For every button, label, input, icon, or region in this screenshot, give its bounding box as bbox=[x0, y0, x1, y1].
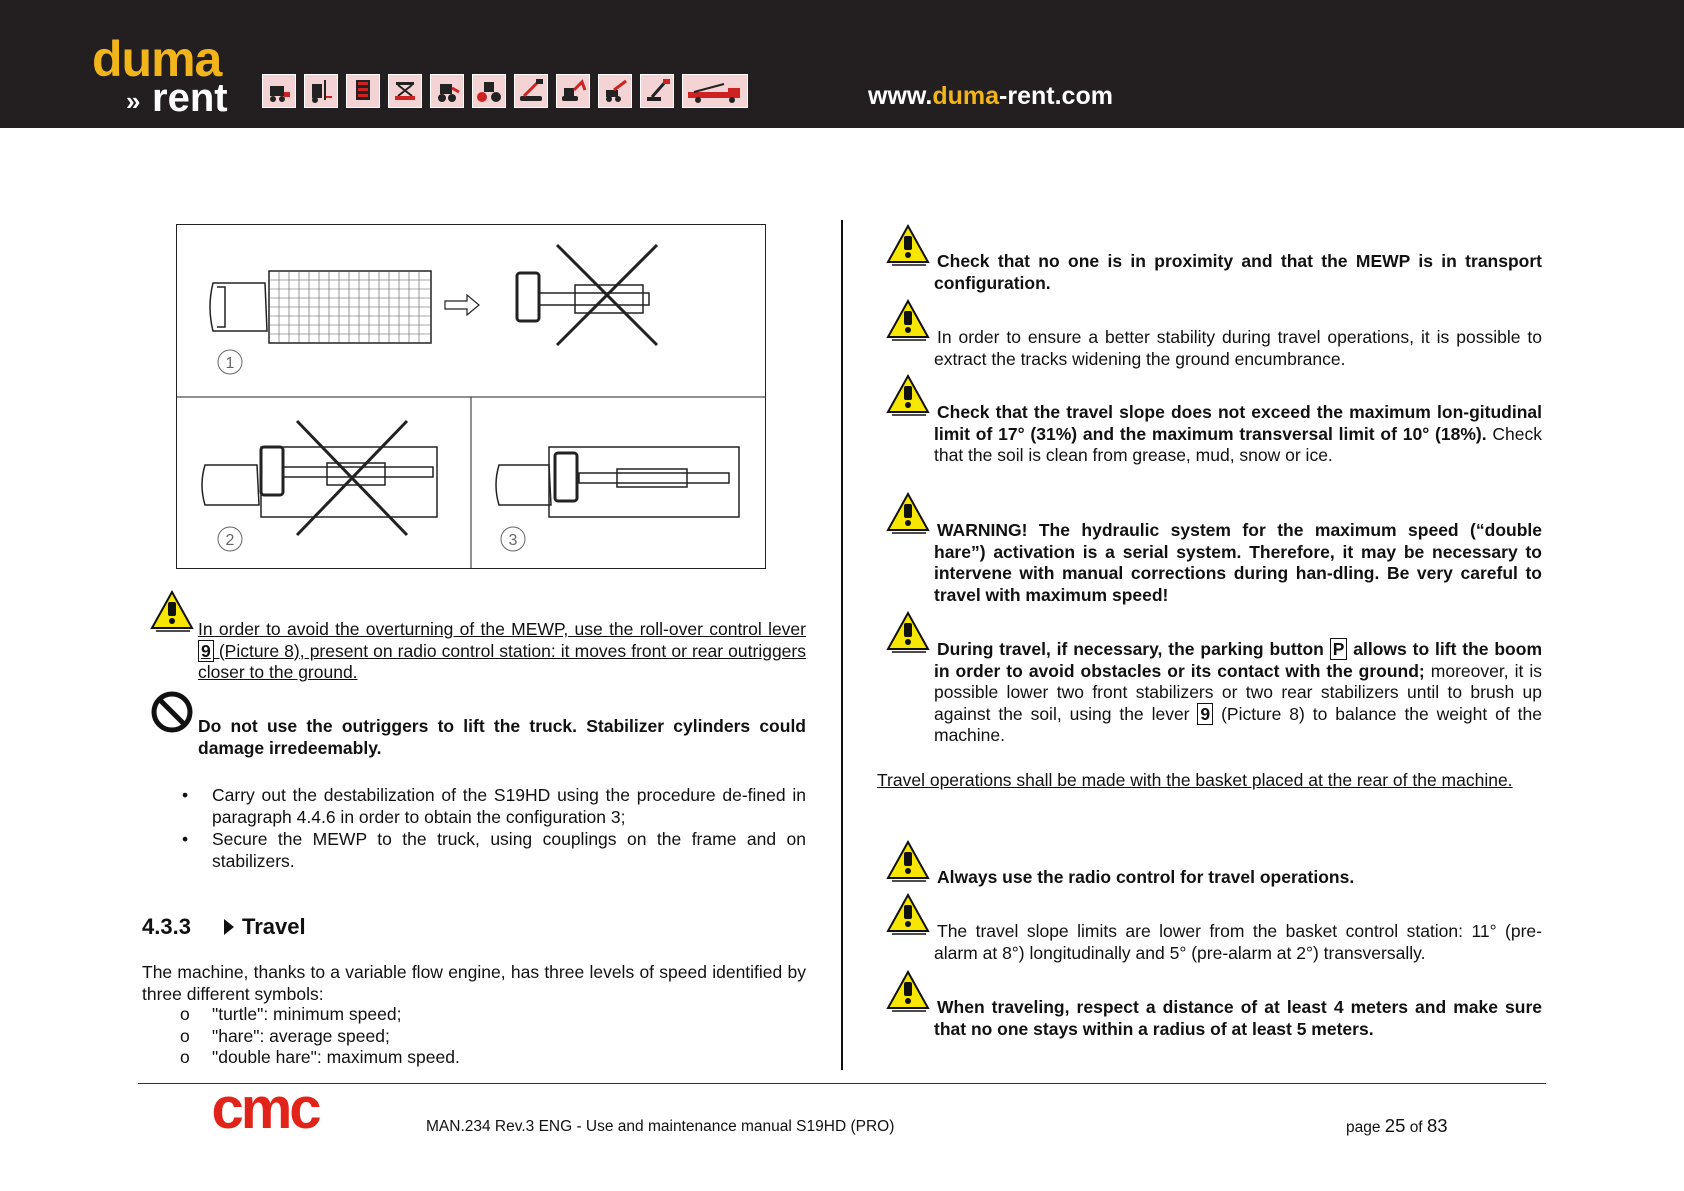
warning-icon bbox=[886, 840, 930, 882]
page-indicator bbox=[1346, 1115, 1448, 1137]
page-total: 83 bbox=[1426, 1115, 1448, 1136]
telehandler-icon bbox=[598, 74, 632, 108]
parking-text-d: (Picture 8) to balance the weight of the machine. bbox=[934, 703, 1542, 745]
warning-icon bbox=[886, 299, 930, 341]
slope-limits-bold: Check that the travel slope does not exceed the maximum lon-gitudinal limit of 17° (31%) and the maximum transversal limit of 10° (18%). bbox=[934, 402, 1542, 444]
warning-safety-distance: When traveling, respect a distance of at least 4 meters and make sure that no one stays within a radius of at least 5 meters. bbox=[934, 997, 1542, 1039]
warning-track-widening: In order to ensure a better stability during travel operations, it is possible to extract the tracks widening the ground encumbrance. bbox=[934, 327, 1542, 369]
lever-key-9: 9 bbox=[198, 640, 214, 662]
list-item bbox=[176, 1004, 460, 1026]
outrigger-prohibition-note: Do not use the outriggers to lift the truck. Stabilizer cylinders could damage irredeemably. bbox=[198, 716, 806, 758]
list-item-text: "double hare": maximum speed. bbox=[212, 1047, 460, 1067]
parking-key-p: P bbox=[1330, 638, 1348, 660]
manual-reference: MAN.234 Rev.3 ENG - Use and maintenance manual S19HD (PRO) bbox=[426, 1118, 895, 1135]
scissor-lift-icon bbox=[388, 74, 422, 108]
panel-2-drawing bbox=[202, 421, 437, 535]
rollover-lever-note bbox=[198, 619, 806, 684]
page-number: 25 bbox=[1384, 1115, 1406, 1136]
section-arrow-icon bbox=[224, 919, 234, 935]
list-item bbox=[176, 828, 806, 872]
transport-procedure-figure bbox=[176, 224, 766, 569]
tracked-lift-icon bbox=[514, 74, 548, 108]
warning-icon bbox=[886, 893, 930, 935]
list-item-text: "hare": average speed; bbox=[212, 1025, 390, 1046]
wheel-loader-icon bbox=[430, 74, 464, 108]
footer-rule bbox=[138, 1083, 1546, 1084]
cmc-logo bbox=[151, 1088, 379, 1132]
warning-icon bbox=[886, 224, 930, 266]
warning-radio-control: Always use the radio control for travel operations. bbox=[937, 867, 1355, 887]
panel-1-arrow bbox=[445, 295, 479, 315]
compactor-icon bbox=[346, 74, 380, 108]
list-item bbox=[176, 1026, 460, 1048]
travel-basket-note: Travel operations shall be made with the basket placed at the rear of the machine. bbox=[877, 770, 1513, 790]
travel-intro: The machine, thanks to a variable flow engine, has three levels of speed identified by three different symbols: bbox=[142, 962, 806, 1004]
bullet-dot: • bbox=[182, 785, 189, 805]
boom-lift-icon bbox=[640, 74, 674, 108]
list-marker: o bbox=[180, 1004, 190, 1024]
parking-text-a: During travel, if necessary, the parking button bbox=[937, 639, 1330, 659]
header-bar bbox=[0, 0, 1684, 128]
list-item-text: Carry out the destabilization of the S19HD using the procedure de-fined in paragraph 4.4.6 in order to obtain the configuration 3; bbox=[212, 785, 806, 827]
website-brand: duma bbox=[932, 82, 1000, 110]
warning-parking-button bbox=[934, 639, 1542, 747]
machine-icon-strip bbox=[262, 74, 748, 108]
warning-icon bbox=[886, 492, 930, 534]
bullet-dot: • bbox=[182, 829, 189, 849]
list-item bbox=[176, 784, 806, 828]
rollover-note-text-b: (Picture 8), present on radio control station: it moves front or rear outriggers closer to the ground. bbox=[198, 640, 806, 682]
rollover-note-text-a: In order to avoid the overturning of the MEWP, use the roll-over control lever bbox=[198, 619, 806, 639]
lever-key-9: 9 bbox=[1197, 703, 1213, 725]
preparation-steps-list bbox=[176, 784, 806, 872]
roller-icon bbox=[472, 74, 506, 108]
step-1-label: 1 bbox=[225, 355, 235, 372]
warning-icon bbox=[886, 374, 930, 416]
column-divider bbox=[841, 220, 843, 1070]
list-marker: o bbox=[180, 1025, 190, 1046]
list-item bbox=[176, 1047, 460, 1069]
step-3-label: 3 bbox=[508, 532, 518, 549]
website-suffix: -rent.com bbox=[999, 82, 1113, 110]
warning-basket-slope: The travel slope limits are lower from the basket control station: 11° (pre-alarm at 8°) longitudinally and 5° (pre-alarm at 2°) transversally. bbox=[934, 921, 1542, 963]
panel-3-drawing bbox=[496, 447, 739, 517]
page-word: page bbox=[1346, 1119, 1381, 1136]
logo-chevron: » bbox=[126, 86, 141, 116]
section-title: Travel bbox=[242, 914, 306, 939]
figure-drawing bbox=[177, 225, 765, 568]
panel-1-machine bbox=[517, 245, 657, 345]
warning-icon bbox=[886, 611, 930, 653]
step-2-label: 2 bbox=[225, 532, 235, 549]
logo-duma: duma bbox=[92, 31, 222, 87]
warning-icon bbox=[886, 970, 930, 1012]
speed-levels-list bbox=[176, 1004, 460, 1069]
warning-slope-limits bbox=[934, 402, 1542, 467]
slope-limits-normal: Check that the soil is clean from grease, mud, snow or ice. bbox=[934, 423, 1542, 465]
section-number: 4.3.3 bbox=[142, 914, 191, 939]
skid-steer-icon bbox=[262, 74, 296, 108]
warning-icon bbox=[150, 590, 194, 632]
warning-transport-config: Check that no one is in proximity and that the MEWP is in transport configuration. bbox=[934, 251, 1542, 293]
panel-1-grid bbox=[269, 271, 431, 343]
prohibition-icon bbox=[150, 690, 194, 734]
excavator-icon bbox=[556, 74, 590, 108]
list-item-text: "turtle": minimum speed; bbox=[212, 1004, 402, 1024]
parking-text-c: moreover, it is possible lower two front stabilizers or two rear stabilizers until to brush up against the soil, using the lever bbox=[934, 660, 1542, 724]
list-marker: o bbox=[180, 1047, 190, 1067]
truck-crane-icon bbox=[682, 74, 748, 108]
of-word: of bbox=[1409, 1119, 1423, 1136]
website-url[interactable] bbox=[868, 82, 1113, 111]
warning-double-hare: WARNING! The hydraulic system for the maximum speed (“double hare”) activation is a serial system. Therefore, it may be necessary to intervene with manual corrections during han-dling. Be very careful to travel with maximum speed! bbox=[934, 520, 1542, 605]
website-prefix: www. bbox=[868, 82, 933, 110]
parking-text-b: allows to lift the boom in order to avoid obstacles or its contact with the ground; bbox=[934, 639, 1542, 681]
forklift-icon bbox=[304, 74, 338, 108]
logo-rent: rent bbox=[152, 76, 228, 120]
list-item-text: Secure the MEWP to the truck, using couplings on the frame and on stabilizers. bbox=[212, 829, 806, 871]
cmc-logo-text: cmc bbox=[211, 1088, 319, 1132]
